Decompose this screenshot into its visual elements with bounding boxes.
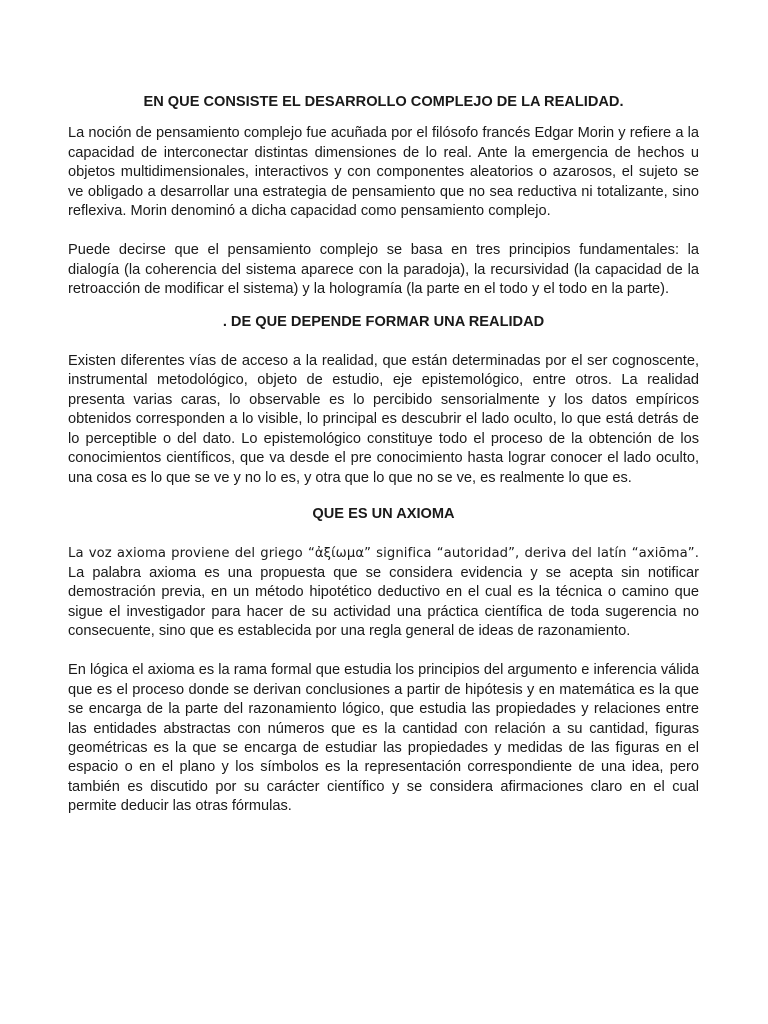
heading-desarrollo-complejo: EN QUE CONSISTE EL DESARROLLO COMPLEJO DE LA REALIDAD. (143, 94, 624, 110)
heading-formar-realidad: . DE QUE DEPENDE FORMAR UNA REALIDAD (222, 313, 545, 330)
axioma-definition-text: La palabra axioma es una propuesta que se considera evidencia y se acepta sin notificar demostración previa, en un método hipotético deductivo en el cual es la técnica o camino que sigue el investigador para hacer de su actividad una práctica científica de toda sugerencia no consecuente, sino que es establecida por una regla general de ideas de razonamiento. (68, 564, 699, 639)
paragraph-definicion-axioma (68, 544, 699, 641)
paragraph-axioma-logica: En lógica el axioma es la rama formal que estudia los principios del argumento e inferencia válida que es el proceso donde se derivan conclusiones a partir de hipótesis y en matemática es la que se encarga de la parte del razonamiento lógico, que estudia las propiedades y relaciones entre las entidades abstractas con números que es la cantidad con relación a su cantidad, figuras geométricas es la que se encarga de estudiar las propiedades y medidas de las figuras en el espacio o en el plano y los símbolos es la representación correspondiente de una idea, pero también es discutido por su carácter científico y se considera afirmaciones claro en el cual permite deducir las otras fórmulas. (68, 662, 699, 815)
paragraph-principios-fundamentales: Puede decirse que el pensamiento complejo se basa en tres principios fundamentales: la dialogía (la coherencia del sistema aparece con la paradoja), la recursividad (la capacidad de la retroacción de modificar el sistema) y la hologramía (la parte en el todo y el todo en la parte). (68, 242, 699, 298)
paragraph-pensamiento-complejo: La noción de pensamiento complejo fue acuñada por el filósofo francés Edgar Morin y refiere a la capacidad de interconectar distintas dimensiones de lo real. Ante la emergencia de hechos u objetos multidimensionales, interactivos y con componentes aleatorios o azarosos, el sujeto se ve obligado a desarrollar una estrategia de pensamiento que no sea reductiva ni totalizante, sino reflexiva. Morin denominó a dicha capacidad como pensamiento complejo. (68, 125, 699, 220)
paragraph-vias-de-acceso: Existen diferentes vías de acceso a la realidad, que están determinadas por el ser cognoscente, instrumental metodológico, objeto de estudio, eje epistemológico, entre otros. La realidad presenta varias caras, lo observable es lo percibido sensorialmente y los datos empíricos obtenidos corresponden a lo visible, lo principal es descubrir el lado oculto, lo que está detrás de lo perceptible o del dato. Lo epistemológico constituye todo el proceso de la obtención de los conocimientos científicos, que va desde el pre conocimiento hasta lograr conocer el lado oculto, una cosa es lo que se ve y no lo es, y otra que lo que no se ve, es realmente lo que es. (68, 353, 699, 486)
axioma-etymology-text: La voz axioma proviene del griego “ἀξίωμα” significa “autoridad”, deriva del latín “axiōma”. (68, 546, 699, 562)
heading-axioma: QUE ES UN AXIOMA (312, 505, 455, 522)
